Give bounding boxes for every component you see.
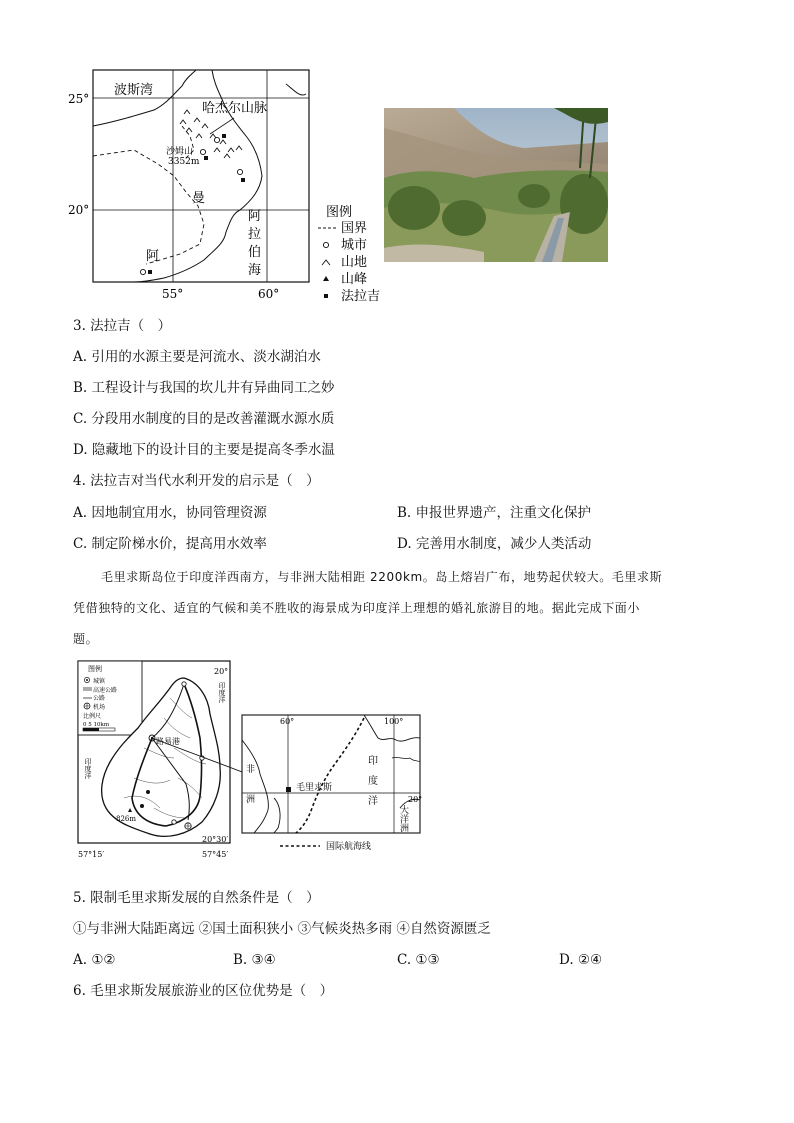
map2-scale-label: 比例尺 [83,713,102,720]
route-legend-label: 国际航海线 [326,842,372,852]
map2-lat-2030-label: 20°30′ [202,835,229,844]
map2-legend-highway: 高速公路 [93,687,118,694]
question-5-option-b[interactable]: B. ③④ [233,952,276,968]
question-5-items: ①与非洲大陆距离远 ②国土面积狭小 ③气候炎热多雨 ④自然资源匮乏 [73,921,491,937]
sea-label-1: 阿 [248,209,262,224]
question-4-option-c[interactable]: C. 制定阶梯水价，提高用水效率 [73,536,267,552]
lon-60-label: 60° [258,287,280,301]
map2-legend-title: 图例 [88,665,102,673]
ocean-label-1: 印 [368,756,378,767]
question-3-option-a[interactable]: A. 引用的水源主要是河流水、淡水湖泊水 [73,349,321,365]
question-5-option-c[interactable]: C. ①③ [397,952,440,968]
peak-height-label: 3352m [168,157,200,167]
passage-line-1: 毛里求斯岛位于印度洋西南方，与非洲大陆相距 2200km。岛上熔岩广布，地势起伏较大。毛里求斯 [101,570,663,584]
elevation-label: 826m [116,815,136,823]
ocean-label-3: 洋 [368,796,378,807]
map2-legend-airport: 机场 [93,704,106,711]
question-4-stem: 4. 法拉吉对当代水利开发的启示是（ ） [73,473,320,489]
question-4-option-a[interactable]: A. 因地制宜用水，协同管理资源 [73,505,267,521]
falaj-photo [384,108,608,262]
hajar-mountains-label: 哈杰尔山脉 [202,101,268,116]
question-5-stem: 5. 限制毛里求斯发展的自然条件是（ ） [73,890,320,906]
map2-legend-road: 公路 [93,695,106,702]
legend-border: 国界 [341,221,368,236]
map2-lon-5745-label: 57°45′ [202,850,229,859]
passage-line-2: 凭借独特的文化、适宜的气候和美不胜收的海景成为印度洋上理想的婚礼旅游目的地。据此完成下面小 [73,601,641,615]
legend-title: 图例 [326,205,353,220]
mauritius-label: 毛里求斯 [296,783,333,793]
port-louis-label: 路易港 [156,737,180,746]
inset-lat-20-label: 20° [408,795,423,804]
oceania-label-3: 洲 [400,824,410,834]
mauritius-map [74,658,424,858]
map2-lat-20-label: 20° [214,667,229,676]
map2-legend-town: 城镇 [93,678,106,685]
question-4-option-d[interactable]: D. 完善用水制度，减少人类活动 [397,536,592,552]
inset-lon-100-label: 100° [384,717,404,726]
map2-west-ocean-label: 印度洋 [84,758,92,779]
legend-falaj: 法拉吉 [341,289,381,304]
country-label-man: 曼 [192,191,206,206]
ocean-label-2: 度 [368,776,378,787]
question-5-option-d[interactable]: D. ②④ [559,952,603,968]
lon-55-label: 55° [162,287,184,301]
peak-name-label: 沙姆山 [166,147,194,157]
lat-20-label: 20° [68,203,90,217]
africa-label-1: 非 [246,765,256,775]
persian-gulf-label: 波斯湾 [114,83,154,98]
question-3-option-c[interactable]: C. 分段用水制度的目的是改善灌溉水源水质 [73,411,335,427]
sea-label-3: 伯 [248,245,262,260]
question-6-stem: 6. 毛里求斯发展旅游业的区位优势是（ ） [73,983,334,999]
map2-lon-5715-label: 57°15′ [78,850,105,859]
map2-east-ocean-label: 印度洋 [218,682,226,703]
question-3-option-b[interactable]: B. 工程设计与我国的坎儿井有异曲同工之妙 [73,380,335,396]
inset-lon-60-label: 60° [280,717,295,726]
question-3-option-d[interactable]: D. 隐藏地下的设计目的主要是提高冬季水温 [73,442,335,458]
legend-city: 城市 [341,238,368,253]
oceania-label-2: 洋 [400,815,410,825]
legend-mountain: 山地 [341,255,368,270]
africa-label-2: 洲 [246,795,256,805]
question-4-option-b[interactable]: B. 申报世界遗产，注重文化保护 [397,505,592,521]
map2-scale-ticks: 0 5 10km [83,722,110,728]
oceania-label-1: 大 [400,806,410,816]
map1-legend [318,205,380,304]
legend-peak: 山峰 [341,272,368,287]
question-3-stem: 3. 法拉吉（ ） [73,318,172,334]
passage-line-3: 题。 [73,632,99,646]
sea-label-2: 拉 [248,227,262,242]
country-label-a: 阿 [146,249,160,264]
oman-map [68,64,394,304]
question-5-option-a[interactable]: A. ①② [73,952,116,968]
sea-label-4: 海 [248,263,262,278]
lat-25-label: 25° [68,92,90,106]
